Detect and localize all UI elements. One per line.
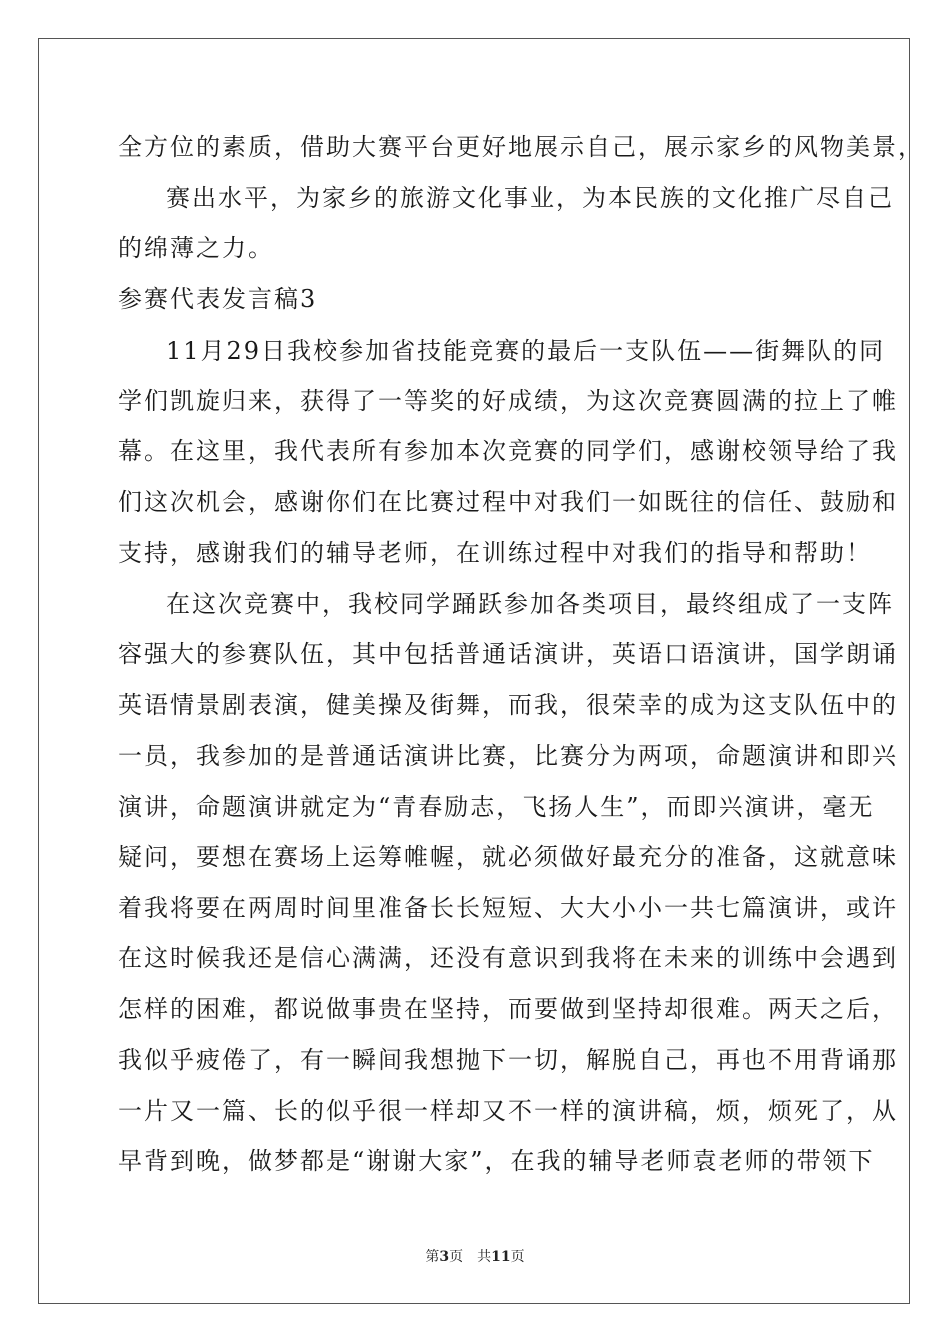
text-line: 着我将要在两周时间里准备长长短短、大大小小一共七篇演讲，或许 [118,894,898,922]
total-page-count: 11 [491,1249,511,1265]
total-prefix: 共 [477,1249,492,1265]
text-line: 们这次机会，感谢你们在比赛过程中对我们一如既往的信任、鼓励和 [118,488,898,516]
text-line: 的绵薄之力。 [118,234,274,262]
text-line: 演讲，命题演讲就定为“青春励志，飞扬人生”，而即兴演讲，毫无 [118,793,875,821]
text-line: 容强大的参赛队伍，其中包括普通话演讲，英语口语演讲，国学朗诵 [118,640,898,668]
page-unit: 页 [449,1249,464,1265]
text-line: 在这时候我还是信心满满，还没有意识到我将在未来的训练中会遇到 [118,944,898,972]
text-line: 11月29日我校参加省技能竞赛的最后一支队伍——街舞队的同 [166,337,886,365]
total-unit: 页 [510,1249,525,1265]
text-line: 疑问，要想在赛场上运筹帷幄，就必须做好最充分的准备，这就意味 [118,843,898,871]
text-line: 一片又一篇、长的似乎很一样却又不一样的演讲稿，烦，烦死了，从 [118,1097,898,1125]
text-line: 支持，感谢我们的辅导老师，在训练过程中对我们的指导和帮助！ [118,539,872,567]
text-line: 学们凯旋归来，获得了一等奖的好成绩，为这次竞赛圆满的拉上了帷 [118,387,898,415]
text-line: 幕。在这里，我代表所有参加本次竞赛的同学们，感谢校领导给了我 [118,437,898,465]
text-line: 英语情景剧表演，健美操及街舞，而我，很荣幸的成为这支队伍中的 [118,691,898,719]
section-heading: 参赛代表发言稿3 [118,285,318,313]
text-line: 怎样的困难，都说做事贵在坚持，而要做到坚持却很难。两天之后， [118,995,898,1023]
current-page-number: 3 [439,1249,450,1265]
text-line: 一员，我参加的是普通话演讲比赛，比赛分为两项，命题演讲和即兴 [118,742,898,770]
text-line: 在这次竞赛中，我校同学踊跃参加各类项目，最终组成了一支阵 [166,590,894,618]
text-line: 全方位的素质，借助大赛平台更好地展示自己，展示家乡的风物美景， [118,133,924,161]
page-prefix: 第 [425,1249,440,1265]
page-footer [0,1247,950,1267]
text-line: 我似乎疲倦了，有一瞬间我想抛下一切，解脱自己，再也不用背诵那 [118,1046,898,1074]
text-line: 早背到晚，做梦都是“谢谢大家”，在我的辅导老师袁老师的带领下 [118,1147,875,1175]
text-line: 赛出水平，为家乡的旅游文化事业，为本民族的文化推广尽自己 [166,184,894,212]
